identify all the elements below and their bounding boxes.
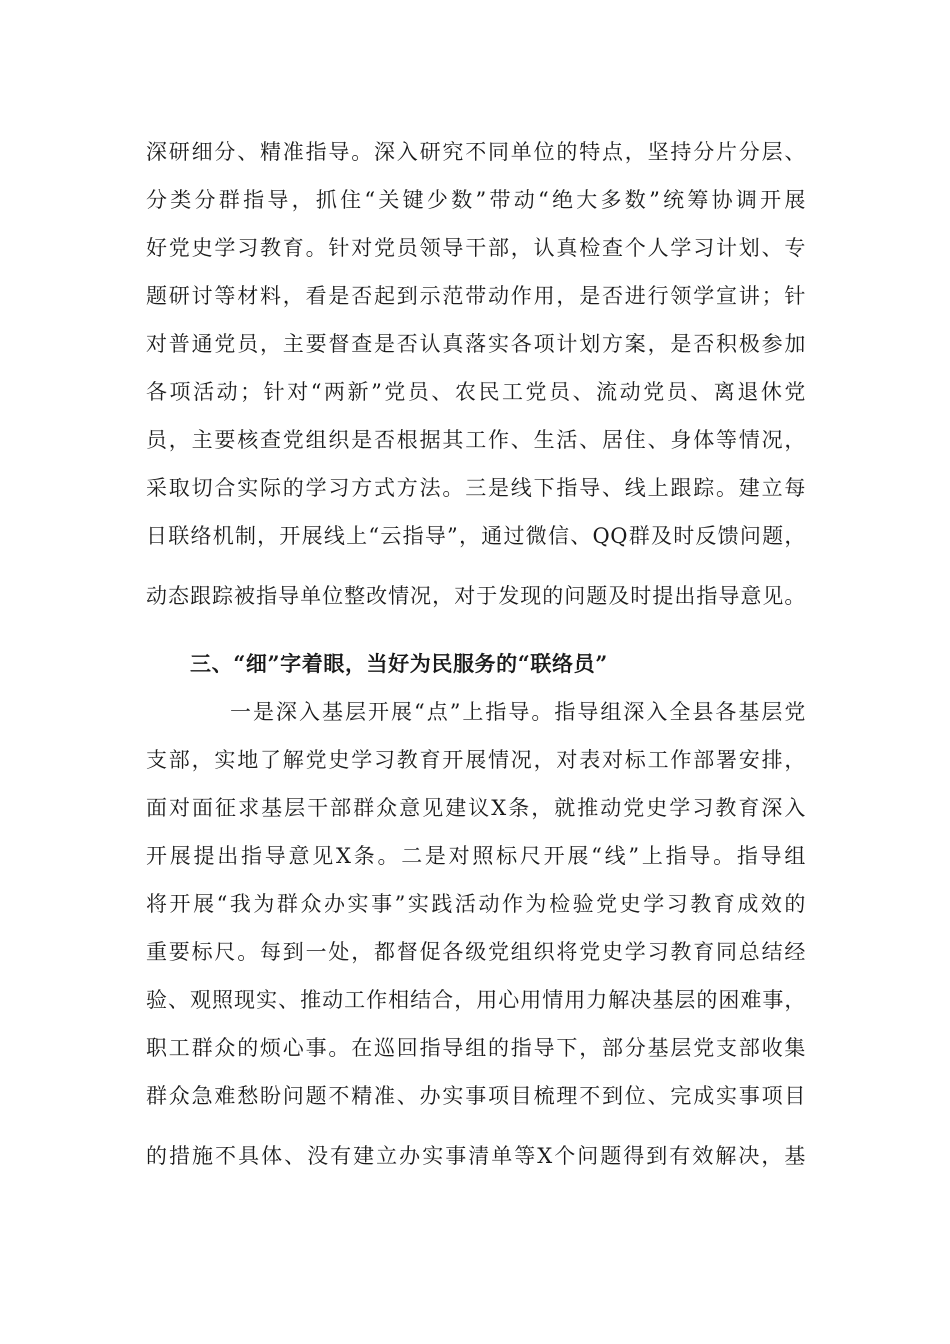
paragraph-line: 群众急难愁盼问题不精准、办实事项目梳理不到位、完成实事项目 (146, 1084, 806, 1108)
paragraph-line: 支部，实地了解党史学习教育开展情况，对表对标工作部署安排， (146, 748, 806, 772)
paragraph-line: 分类分群指导，抓住“关键少数”带动“绝大多数”统筹协调开展 (146, 188, 806, 212)
paragraph-line: 将开展“我为群众办实事”实践活动作为检验党史学习教育成效的 (146, 892, 806, 916)
paragraph-line: 开展提出指导意见X条。二是对照标尺开展“线”上指导。指导组 (146, 844, 806, 868)
paragraph-line: 面对面征求基层干部群众意见建议X条，就推动党史学习教育深入 (146, 796, 806, 820)
paragraph-line: 各项活动；针对“两新”党员、农民工党员、流动党员、离退休党 (146, 380, 806, 404)
paragraph-line: 员，主要核查党组织是否根据其工作、生活、居住、身体等情况， (146, 428, 806, 452)
paragraph-line: 对普通党员，主要督查是否认真落实各项计划方案，是否积极参加 (146, 332, 806, 356)
paragraph-line: 采取切合实际的学习方式方法。三是线下指导、线上跟踪。建立每 (146, 476, 806, 500)
paragraph-line: 验、观照现实、推动工作相结合，用心用情用力解决基层的困难事， (146, 988, 806, 1012)
paragraph-line: 职工群众的烦心事。在巡回指导组的指导下，部分基层党支部收集 (146, 1036, 806, 1060)
paragraph-line: 的措施不具体、没有建立办实事清单等X个问题得到有效解决，基 (146, 1144, 806, 1168)
section-heading: 三、“细”字着眼，当好为民服务的“联络员” (190, 651, 608, 676)
paragraph-line: 题研讨等材料，看是否起到示范带动作用，是否进行领学宣讲；针 (146, 284, 806, 308)
paragraph-line: 一是深入基层开展“点”上指导。指导组深入全县各基层党 (230, 700, 806, 724)
paragraph-line: 日联络机制，开展线上“云指导”，通过微信、QQ群及时反馈问题， (146, 524, 806, 548)
paragraph-line: 好党史学习教育。针对党员领导干部，认真检查个人学习计划、专 (146, 236, 806, 260)
paragraph-line: 深研细分、精准指导。深入研究不同单位的特点，坚持分片分层、 (146, 140, 806, 164)
paragraph-line: 重要标尺。每到一处，都督促各级党组织将党史学习教育同总结经 (146, 940, 806, 964)
paragraph-line: 动态跟踪被指导单位整改情况，对于发现的问题及时提出指导意见。 (146, 584, 806, 608)
